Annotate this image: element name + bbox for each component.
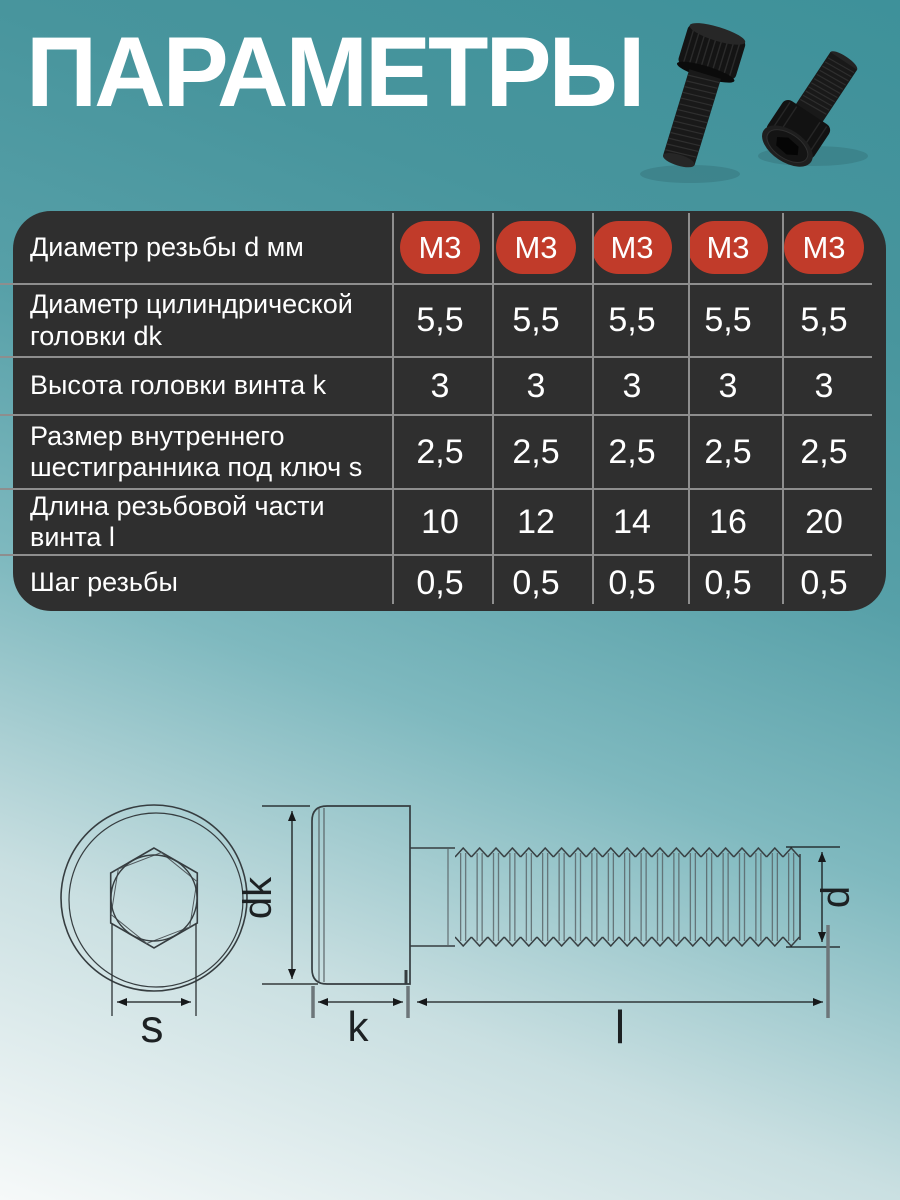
value-cell: 2,5 <box>416 432 464 471</box>
dim-label-l: l <box>614 1001 626 1053</box>
thread-size-pill: М3 <box>592 221 672 274</box>
screws-photo <box>628 6 892 200</box>
value-cell: 2,5 <box>704 432 752 471</box>
value-cell: 3 <box>718 366 738 405</box>
value-cell <box>776 221 872 274</box>
table-row <box>13 357 886 415</box>
value-cell: 3 <box>622 366 642 405</box>
thread-size-pill: М3 <box>784 221 864 274</box>
dim-label-dk: dk <box>236 876 280 920</box>
table-grid-vline <box>392 213 394 604</box>
spec-table <box>13 211 886 611</box>
value-cell: 2,5 <box>608 432 656 471</box>
shank-side-view <box>410 848 455 946</box>
thread-size-pill: М3 <box>400 221 480 274</box>
screw-side-view <box>649 18 749 174</box>
table-grid-hline <box>0 283 872 285</box>
table-row <box>13 415 886 489</box>
value-cell: 16 <box>709 502 747 541</box>
value-cell: 3 <box>814 366 834 405</box>
value-cell <box>488 221 584 274</box>
row-label: Диаметр резьбы d мм <box>30 231 304 262</box>
value-cell <box>392 221 488 274</box>
value-cell <box>680 221 776 274</box>
value-cell: 2,5 <box>512 432 560 471</box>
row-label: Размер внутреннего шестигранника под ключ s <box>30 420 363 482</box>
value-cell: 5,5 <box>416 301 464 339</box>
table-grid-hline <box>0 488 872 490</box>
table-row <box>13 211 886 284</box>
value-cell: 20 <box>805 502 843 541</box>
value-cell: 5,5 <box>608 301 656 339</box>
value-cell: 0,5 <box>608 563 656 602</box>
thread-size-pill: М3 <box>688 221 768 274</box>
table-grid-hline <box>0 554 872 556</box>
technical-drawing <box>0 740 900 1080</box>
value-cell: 5,5 <box>512 301 560 339</box>
value-cell: 14 <box>613 502 651 541</box>
value-cell: 10 <box>421 502 459 541</box>
table-grid-vline <box>592 213 594 604</box>
thread-size-pill: М3 <box>496 221 576 274</box>
spec-table-body <box>13 211 886 611</box>
page-title: ПАРАМЕТРЫ <box>26 16 643 127</box>
row-label: Шаг резьбы <box>30 567 178 598</box>
table-row <box>13 284 886 357</box>
value-cell: 0,5 <box>512 563 560 602</box>
table-row <box>13 555 886 611</box>
value-cell: 5,5 <box>704 301 752 339</box>
dim-label-k: k <box>347 1003 369 1050</box>
table-grid-hline <box>0 356 872 358</box>
value-cell: 3 <box>430 366 450 405</box>
dim-label-d: d <box>814 885 858 909</box>
table-row <box>13 489 886 555</box>
table-grid-vline <box>688 213 690 604</box>
value-cell: 0,5 <box>704 563 752 602</box>
value-cell <box>584 221 680 274</box>
value-cell: 2,5 <box>800 432 848 471</box>
dim-label-s: s <box>140 1000 164 1052</box>
value-cell: 12 <box>517 502 555 541</box>
head-side-view <box>312 806 410 984</box>
head-top-view <box>61 805 247 991</box>
thread-side-view <box>455 847 800 947</box>
value-cell: 3 <box>526 366 546 405</box>
table-grid-vline <box>782 213 784 604</box>
row-label: Высота головки винта k <box>30 370 327 401</box>
value-cell: 0,5 <box>416 563 464 602</box>
value-cell: 0,5 <box>800 563 848 602</box>
table-grid-hline <box>0 414 872 416</box>
row-label: Длина резьбовой части винта l <box>30 490 325 552</box>
value-cell: 5,5 <box>800 301 848 339</box>
table-grid-vline <box>492 213 494 604</box>
row-label: Диаметр цилиндрической головки dk <box>30 289 353 351</box>
